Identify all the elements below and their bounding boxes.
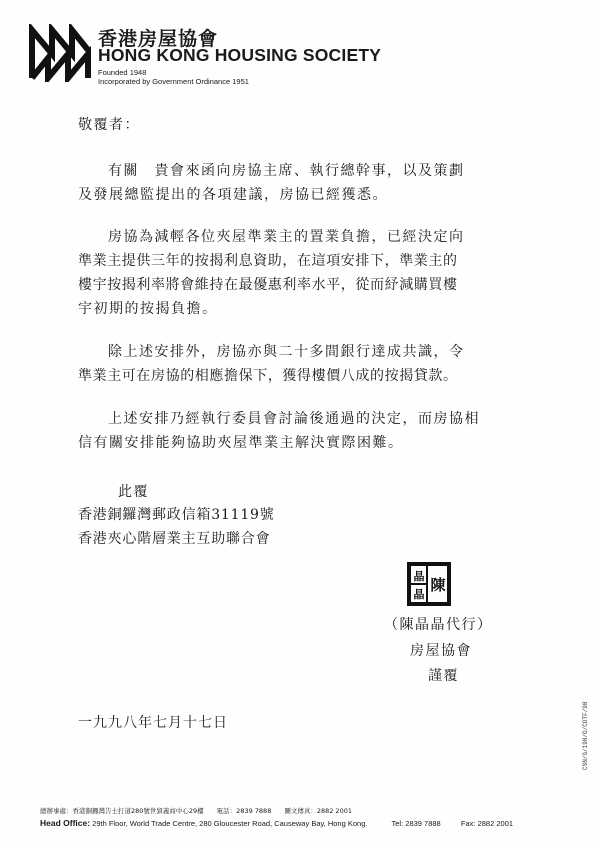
signatory-org: 房屋協會 <box>410 643 472 659</box>
seal-char-2: 陳 <box>430 576 446 594</box>
signoff: 謹覆 <box>428 668 459 684</box>
letter-date: 一九九八年七月十七日 <box>78 715 228 731</box>
incorporated-line: Incorporated by Government Ordinance 1951 <box>98 77 249 86</box>
founded-line: Founded 1948 <box>98 68 147 77</box>
recipient-name: 香港夾心階層業主互助聯合會 <box>78 531 271 547</box>
seal-char-3: 晶 <box>413 588 425 601</box>
paragraph-4-line-2: 信有關安排能夠協助夾屋準業主解決實際困難。 <box>78 435 404 451</box>
recipient-address: 香港銅鑼灣郵政信箱31119號 <box>78 507 275 523</box>
paragraph-2-line-1: 房協為減輕各位夾屋準業主的置業負擔，已經決定向 <box>108 229 465 245</box>
org-name-chinese: 香港房屋協會 <box>98 28 219 50</box>
signatory: （陳晶晶代行） <box>384 617 493 633</box>
salutation: 敬覆者： <box>78 117 140 133</box>
signature-seal <box>407 562 451 606</box>
paragraph-2-line-2: 準業主提供三年的按揭利息資助，在這項安排下，準業主的 <box>78 253 458 269</box>
paragraph-3-line-2: 準業主可在房協的相應擔保下，獲得樓價八成的按揭貸款。 <box>78 368 458 384</box>
paragraph-1-line-2: 及發展總監提出的各項建議，房協已經獲悉。 <box>78 187 388 203</box>
paragraph-1-line-1: 有關 貴會來函向房協主席、執行總幹事，以及策劃 <box>108 163 465 179</box>
footer-fax: Fax: 2882 2001 <box>460 819 514 828</box>
seal-char-1: 晶 <box>413 570 425 583</box>
footer-office-chinese: 總辦事處：香港銅鑼灣告士打道280號世貿義商中心29樓 電話：2839 7888 圖文傳真：2882 2001 <box>40 807 352 815</box>
side-reference-code: CSN/G/198/O/COTF/98 <box>582 701 589 770</box>
footer-office-address: 29th Floor, World Trade Centre, 280 Gloucester Road, Causeway Bay, Hong Kong. <box>92 819 368 828</box>
paragraph-2-line-4: 宇初期的按揭負擔。 <box>78 301 218 317</box>
paragraph-3-line-1: 除上述安排外，房協亦與二十多間銀行達成共識，令 <box>108 344 465 360</box>
paragraph-2-line-3: 樓宇按揭利率將會維持在最優惠利率水平，從而紓減購買樓 <box>78 277 458 293</box>
org-name-english: HONG KONG HOUSING SOCIETY <box>98 45 382 65</box>
footer-tel: Tel: 2839 7888 <box>391 819 441 828</box>
footer-office-english <box>40 818 513 828</box>
closing: 此覆 <box>118 484 149 500</box>
housing-society-logo <box>28 24 92 82</box>
paragraph-4-line-1: 上述安排乃經執行委員會討論後通過的決定，而房協相 <box>108 411 480 427</box>
footer-office-label: Head Office: <box>40 818 91 828</box>
